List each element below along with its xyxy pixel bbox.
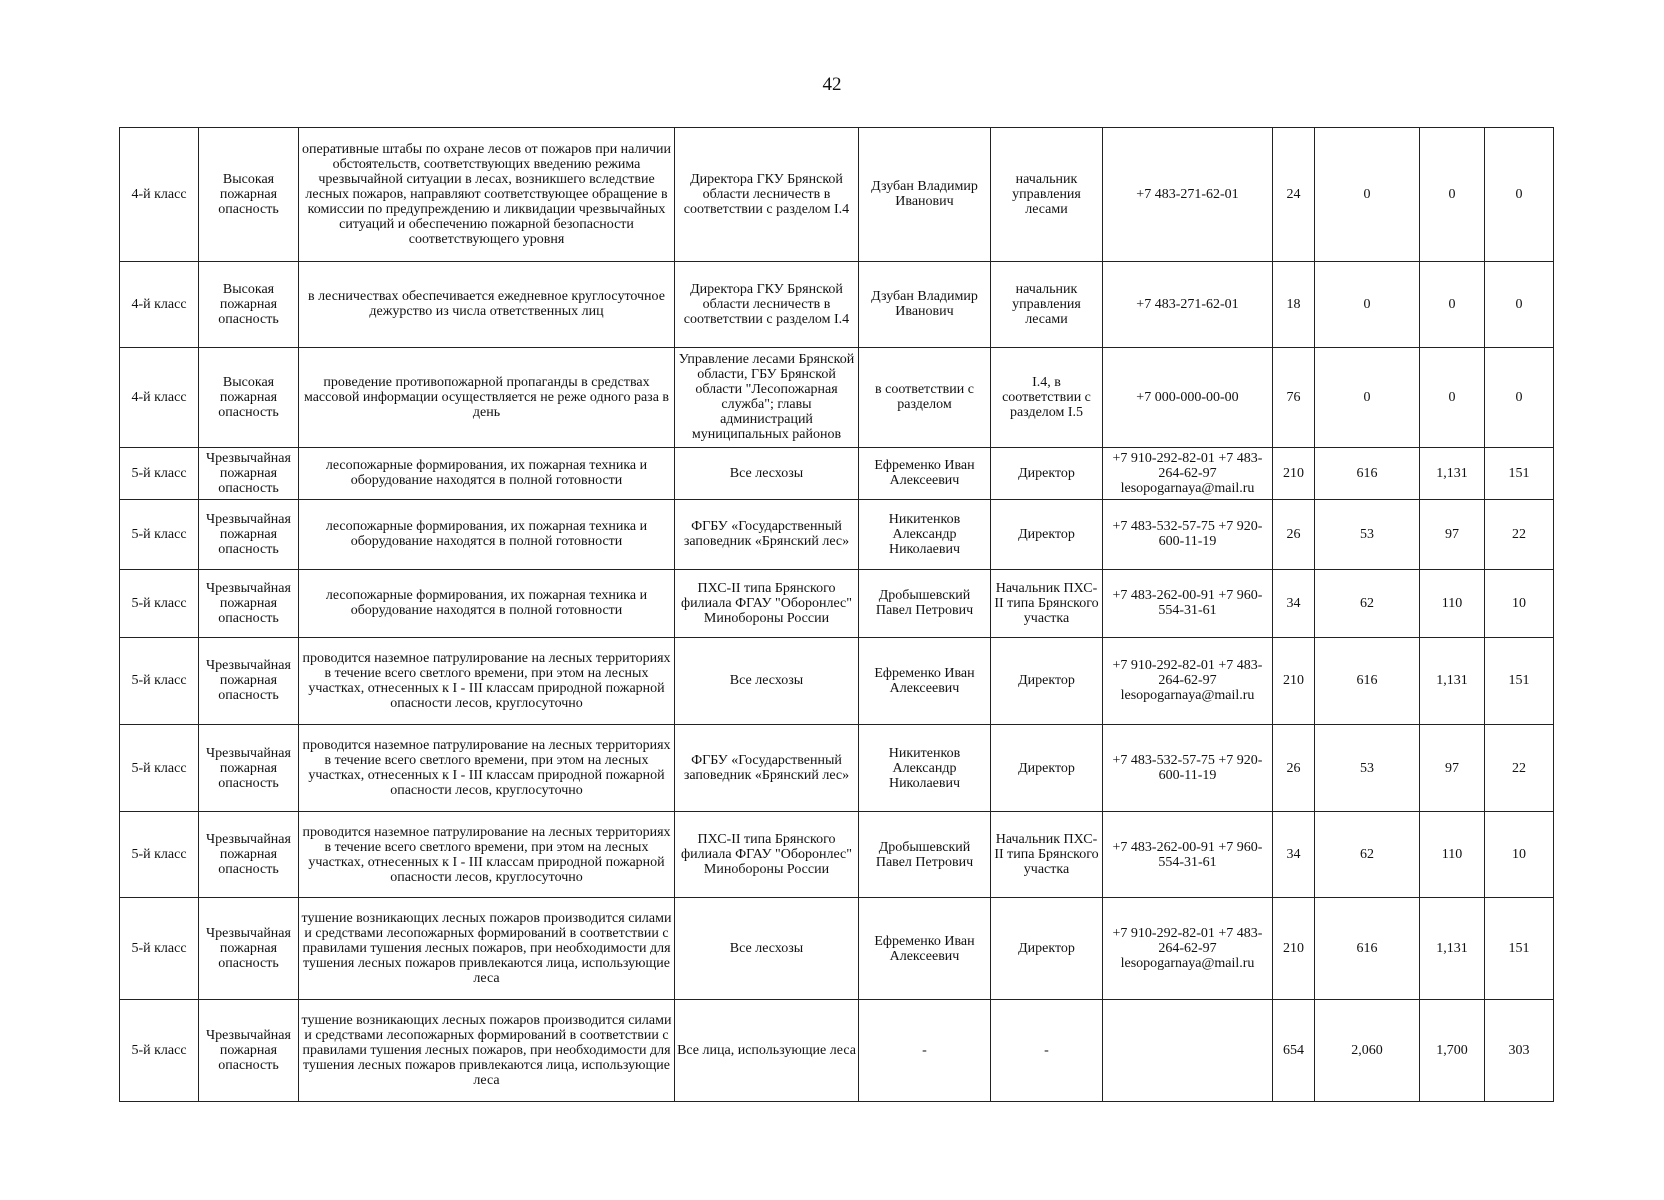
count-1-cell: 26 [1273, 725, 1315, 812]
count-2-cell: 616 [1315, 898, 1420, 1000]
phone-cell: +7 910-292-82-01 +7 483-264-62-97 lesopogarnaya@mail.ru [1103, 637, 1273, 725]
count-1-cell: 34 [1273, 811, 1315, 898]
count-2-cell: 62 [1315, 811, 1420, 898]
danger-level-cell: Чрезвычайная пожарная опасность [199, 499, 299, 570]
table-row [120, 570, 1554, 637]
fire-danger-table [119, 127, 1554, 1102]
danger-level-cell: Чрезвычайная пожарная опасность [199, 570, 299, 637]
danger-level-cell: Чрезвычайная пожарная опасность [199, 637, 299, 725]
class-cell: 5-й класс [120, 499, 199, 570]
danger-level-cell: Чрезвычайная пожарная опасность [199, 725, 299, 812]
phone-cell [1103, 1000, 1273, 1102]
count-3-cell: 110 [1420, 570, 1485, 637]
executor-cell: Все лица, использующие леса [675, 1000, 859, 1102]
count-4-cell: 10 [1485, 570, 1554, 637]
phone-cell: +7 910-292-82-01 +7 483-264-62-97 lesopogarnaya@mail.ru [1103, 448, 1273, 499]
class-cell: 5-й класс [120, 1000, 199, 1102]
measure-cell: проводится наземное патрулирование на лесных территориях в течение всего светлого времени, при этом на лесных участках, отнесенных к I - III классам природной пожарной опасности лесов, круглосуточно [299, 811, 675, 898]
measure-cell: лесопожарные формирования, их пожарная техника и оборудование находятся в полной готовности [299, 499, 675, 570]
count-2-cell: 0 [1315, 261, 1420, 347]
class-cell: 4-й класс [120, 261, 199, 347]
executor-cell: ПХС-II типа Брянского филиала ФГАУ "Оборонлес" Минобороны России [675, 570, 859, 637]
measure-cell: проведение противопожарной пропаганды в средствах массовой информации осуществляется не реже одного раза в день [299, 347, 675, 448]
table-row [120, 499, 1554, 570]
measure-cell: проводится наземное патрулирование на лесных территориях в течение всего светлого времени, при этом на лесных участках, отнесенных к I - III классам природной пожарной опасности лесов, круглосуточно [299, 725, 675, 812]
responsible-person-cell: Дробышевский Павел Петрович [859, 811, 991, 898]
count-1-cell: 18 [1273, 261, 1315, 347]
class-cell: 5-й класс [120, 811, 199, 898]
count-4-cell: 22 [1485, 499, 1554, 570]
table-row [120, 1000, 1554, 1102]
phone-cell: +7 483-271-62-01 [1103, 261, 1273, 347]
table-row [120, 347, 1554, 448]
phone-cell: +7 483-271-62-01 [1103, 128, 1273, 262]
position-cell: Директор [991, 637, 1103, 725]
position-cell: начальник управления лесами [991, 261, 1103, 347]
count-2-cell: 616 [1315, 637, 1420, 725]
count-3-cell: 1,131 [1420, 898, 1485, 1000]
count-1-cell: 76 [1273, 347, 1315, 448]
table-row [120, 898, 1554, 1000]
executor-cell: Все лесхозы [675, 898, 859, 1000]
count-2-cell: 53 [1315, 725, 1420, 812]
class-cell: 4-й класс [120, 128, 199, 262]
executor-cell: Управление лесами Брянской области, ГБУ Брянской области "Лесопожарная служба"; главы администраций муниципальных районов [675, 347, 859, 448]
executor-cell: Все лесхозы [675, 637, 859, 725]
count-2-cell: 2,060 [1315, 1000, 1420, 1102]
class-cell: 5-й класс [120, 725, 199, 812]
danger-level-cell: Высокая пожарная опасность [199, 347, 299, 448]
count-4-cell: 0 [1485, 128, 1554, 262]
count-3-cell: 110 [1420, 811, 1485, 898]
count-2-cell: 616 [1315, 448, 1420, 499]
measure-cell: лесопожарные формирования, их пожарная техника и оборудование находятся в полной готовности [299, 448, 675, 499]
table-row [120, 128, 1554, 262]
count-3-cell: 1,131 [1420, 637, 1485, 725]
class-cell: 5-й класс [120, 570, 199, 637]
phone-cell: +7 483-262-00-91 +7 960-554-31-61 [1103, 570, 1273, 637]
position-cell: Начальник ПХС-II типа Брянского участка [991, 570, 1103, 637]
count-4-cell: 0 [1485, 347, 1554, 448]
count-3-cell: 1,700 [1420, 1000, 1485, 1102]
position-cell: Директор [991, 898, 1103, 1000]
position-cell: Директор [991, 499, 1103, 570]
danger-level-cell: Чрезвычайная пожарная опасность [199, 898, 299, 1000]
count-2-cell: 62 [1315, 570, 1420, 637]
count-1-cell: 654 [1273, 1000, 1315, 1102]
measure-cell: в лесничествах обеспечивается ежедневное круглосуточное дежурство из числа ответственных лиц [299, 261, 675, 347]
danger-level-cell: Высокая пожарная опасность [199, 128, 299, 262]
phone-cell: +7 000-000-00-00 [1103, 347, 1273, 448]
phone-cell: +7 483-262-00-91 +7 960-554-31-61 [1103, 811, 1273, 898]
count-1-cell: 26 [1273, 499, 1315, 570]
count-1-cell: 210 [1273, 898, 1315, 1000]
executor-cell: Директора ГКУ Брянской области лесничеств в соответствии с разделом I.4 [675, 128, 859, 262]
danger-level-cell: Чрезвычайная пожарная опасность [199, 448, 299, 499]
executor-cell: Все лесхозы [675, 448, 859, 499]
class-cell: 5-й класс [120, 898, 199, 1000]
danger-level-cell: Высокая пожарная опасность [199, 261, 299, 347]
measure-cell: тушение возникающих лесных пожаров производится силами и средствами лесопожарных формирований в соответствии с правилами тушения лесных пожаров, при необходимости для тушения лесных пожаров привлекаются лица, использующие леса [299, 1000, 675, 1102]
count-3-cell: 0 [1420, 347, 1485, 448]
count-2-cell: 0 [1315, 347, 1420, 448]
count-3-cell: 97 [1420, 499, 1485, 570]
count-3-cell: 0 [1420, 261, 1485, 347]
responsible-person-cell: Ефременко Иван Алексеевич [859, 637, 991, 725]
page-number: 42 [822, 74, 842, 95]
position-cell: Директор [991, 725, 1103, 812]
count-4-cell: 151 [1485, 448, 1554, 499]
executor-cell: ФГБУ «Государственный заповедник «Брянский лес» [675, 725, 859, 812]
danger-level-cell: Чрезвычайная пожарная опасность [199, 1000, 299, 1102]
responsible-person-cell: Дзубан Владимир Иванович [859, 261, 991, 347]
executor-cell: ПХС-II типа Брянского филиала ФГАУ "Оборонлес" Минобороны России [675, 811, 859, 898]
position-cell: Начальник ПХС-II типа Брянского участка [991, 811, 1103, 898]
responsible-person-cell: Дзубан Владимир Иванович [859, 128, 991, 262]
position-cell: - [991, 1000, 1103, 1102]
count-1-cell: 34 [1273, 570, 1315, 637]
responsible-person-cell: Никитенков Александр Николаевич [859, 499, 991, 570]
measure-cell: тушение возникающих лесных пожаров производится силами и средствами лесопожарных формирований в соответствии с правилами тушения лесных пожаров, при необходимости для тушения лесных пожаров привлекаются лица, использующие леса [299, 898, 675, 1000]
count-4-cell: 303 [1485, 1000, 1554, 1102]
count-1-cell: 210 [1273, 448, 1315, 499]
table-row [120, 637, 1554, 725]
count-4-cell: 151 [1485, 898, 1554, 1000]
count-2-cell: 0 [1315, 128, 1420, 262]
responsible-person-cell: - [859, 1000, 991, 1102]
responsible-person-cell: Ефременко Иван Алексеевич [859, 898, 991, 1000]
executor-cell: Директора ГКУ Брянской области лесничеств в соответствии с разделом I.4 [675, 261, 859, 347]
count-4-cell: 10 [1485, 811, 1554, 898]
position-cell: Директор [991, 448, 1103, 499]
responsible-person-cell: в соответствии с разделом [859, 347, 991, 448]
table-row [120, 448, 1554, 499]
count-4-cell: 22 [1485, 725, 1554, 812]
measure-cell: проводится наземное патрулирование на лесных территориях в течение всего светлого времени, при этом на лесных участках, отнесенных к I - III классам природной пожарной опасности лесов, круглосуточно [299, 637, 675, 725]
responsible-person-cell: Никитенков Александр Николаевич [859, 725, 991, 812]
responsible-person-cell: Дробышевский Павел Петрович [859, 570, 991, 637]
measure-cell: лесопожарные формирования, их пожарная техника и оборудование находятся в полной готовности [299, 570, 675, 637]
table-row [120, 811, 1554, 898]
measure-cell: оперативные штабы по охране лесов от пожаров при наличии обстоятельств, соответствующих введению режима чрезвычайной ситуации в лесах, возникшего вследствие лесных пожаров, направляют соответствующее обращение в комиссии по предупреждению и ликвидации чрезвычайных ситуаций и обеспечению пожарной безопасности соответствующего уровня [299, 128, 675, 262]
count-3-cell: 1,131 [1420, 448, 1485, 499]
count-4-cell: 151 [1485, 637, 1554, 725]
class-cell: 4-й класс [120, 347, 199, 448]
position-cell: начальник управления лесами [991, 128, 1103, 262]
count-3-cell: 97 [1420, 725, 1485, 812]
responsible-person-cell: Ефременко Иван Алексеевич [859, 448, 991, 499]
phone-cell: +7 483-532-57-75 +7 920-600-11-19 [1103, 499, 1273, 570]
count-3-cell: 0 [1420, 128, 1485, 262]
count-4-cell: 0 [1485, 261, 1554, 347]
table-row [120, 725, 1554, 812]
class-cell: 5-й класс [120, 637, 199, 725]
phone-cell: +7 910-292-82-01 +7 483-264-62-97 lesopogarnaya@mail.ru [1103, 898, 1273, 1000]
count-1-cell: 210 [1273, 637, 1315, 725]
danger-level-cell: Чрезвычайная пожарная опасность [199, 811, 299, 898]
phone-cell: +7 483-532-57-75 +7 920-600-11-19 [1103, 725, 1273, 812]
class-cell: 5-й класс [120, 448, 199, 499]
count-1-cell: 24 [1273, 128, 1315, 262]
table-row [120, 261, 1554, 347]
executor-cell: ФГБУ «Государственный заповедник «Брянский лес» [675, 499, 859, 570]
count-2-cell: 53 [1315, 499, 1420, 570]
position-cell: I.4, в соответствии с разделом I.5 [991, 347, 1103, 448]
